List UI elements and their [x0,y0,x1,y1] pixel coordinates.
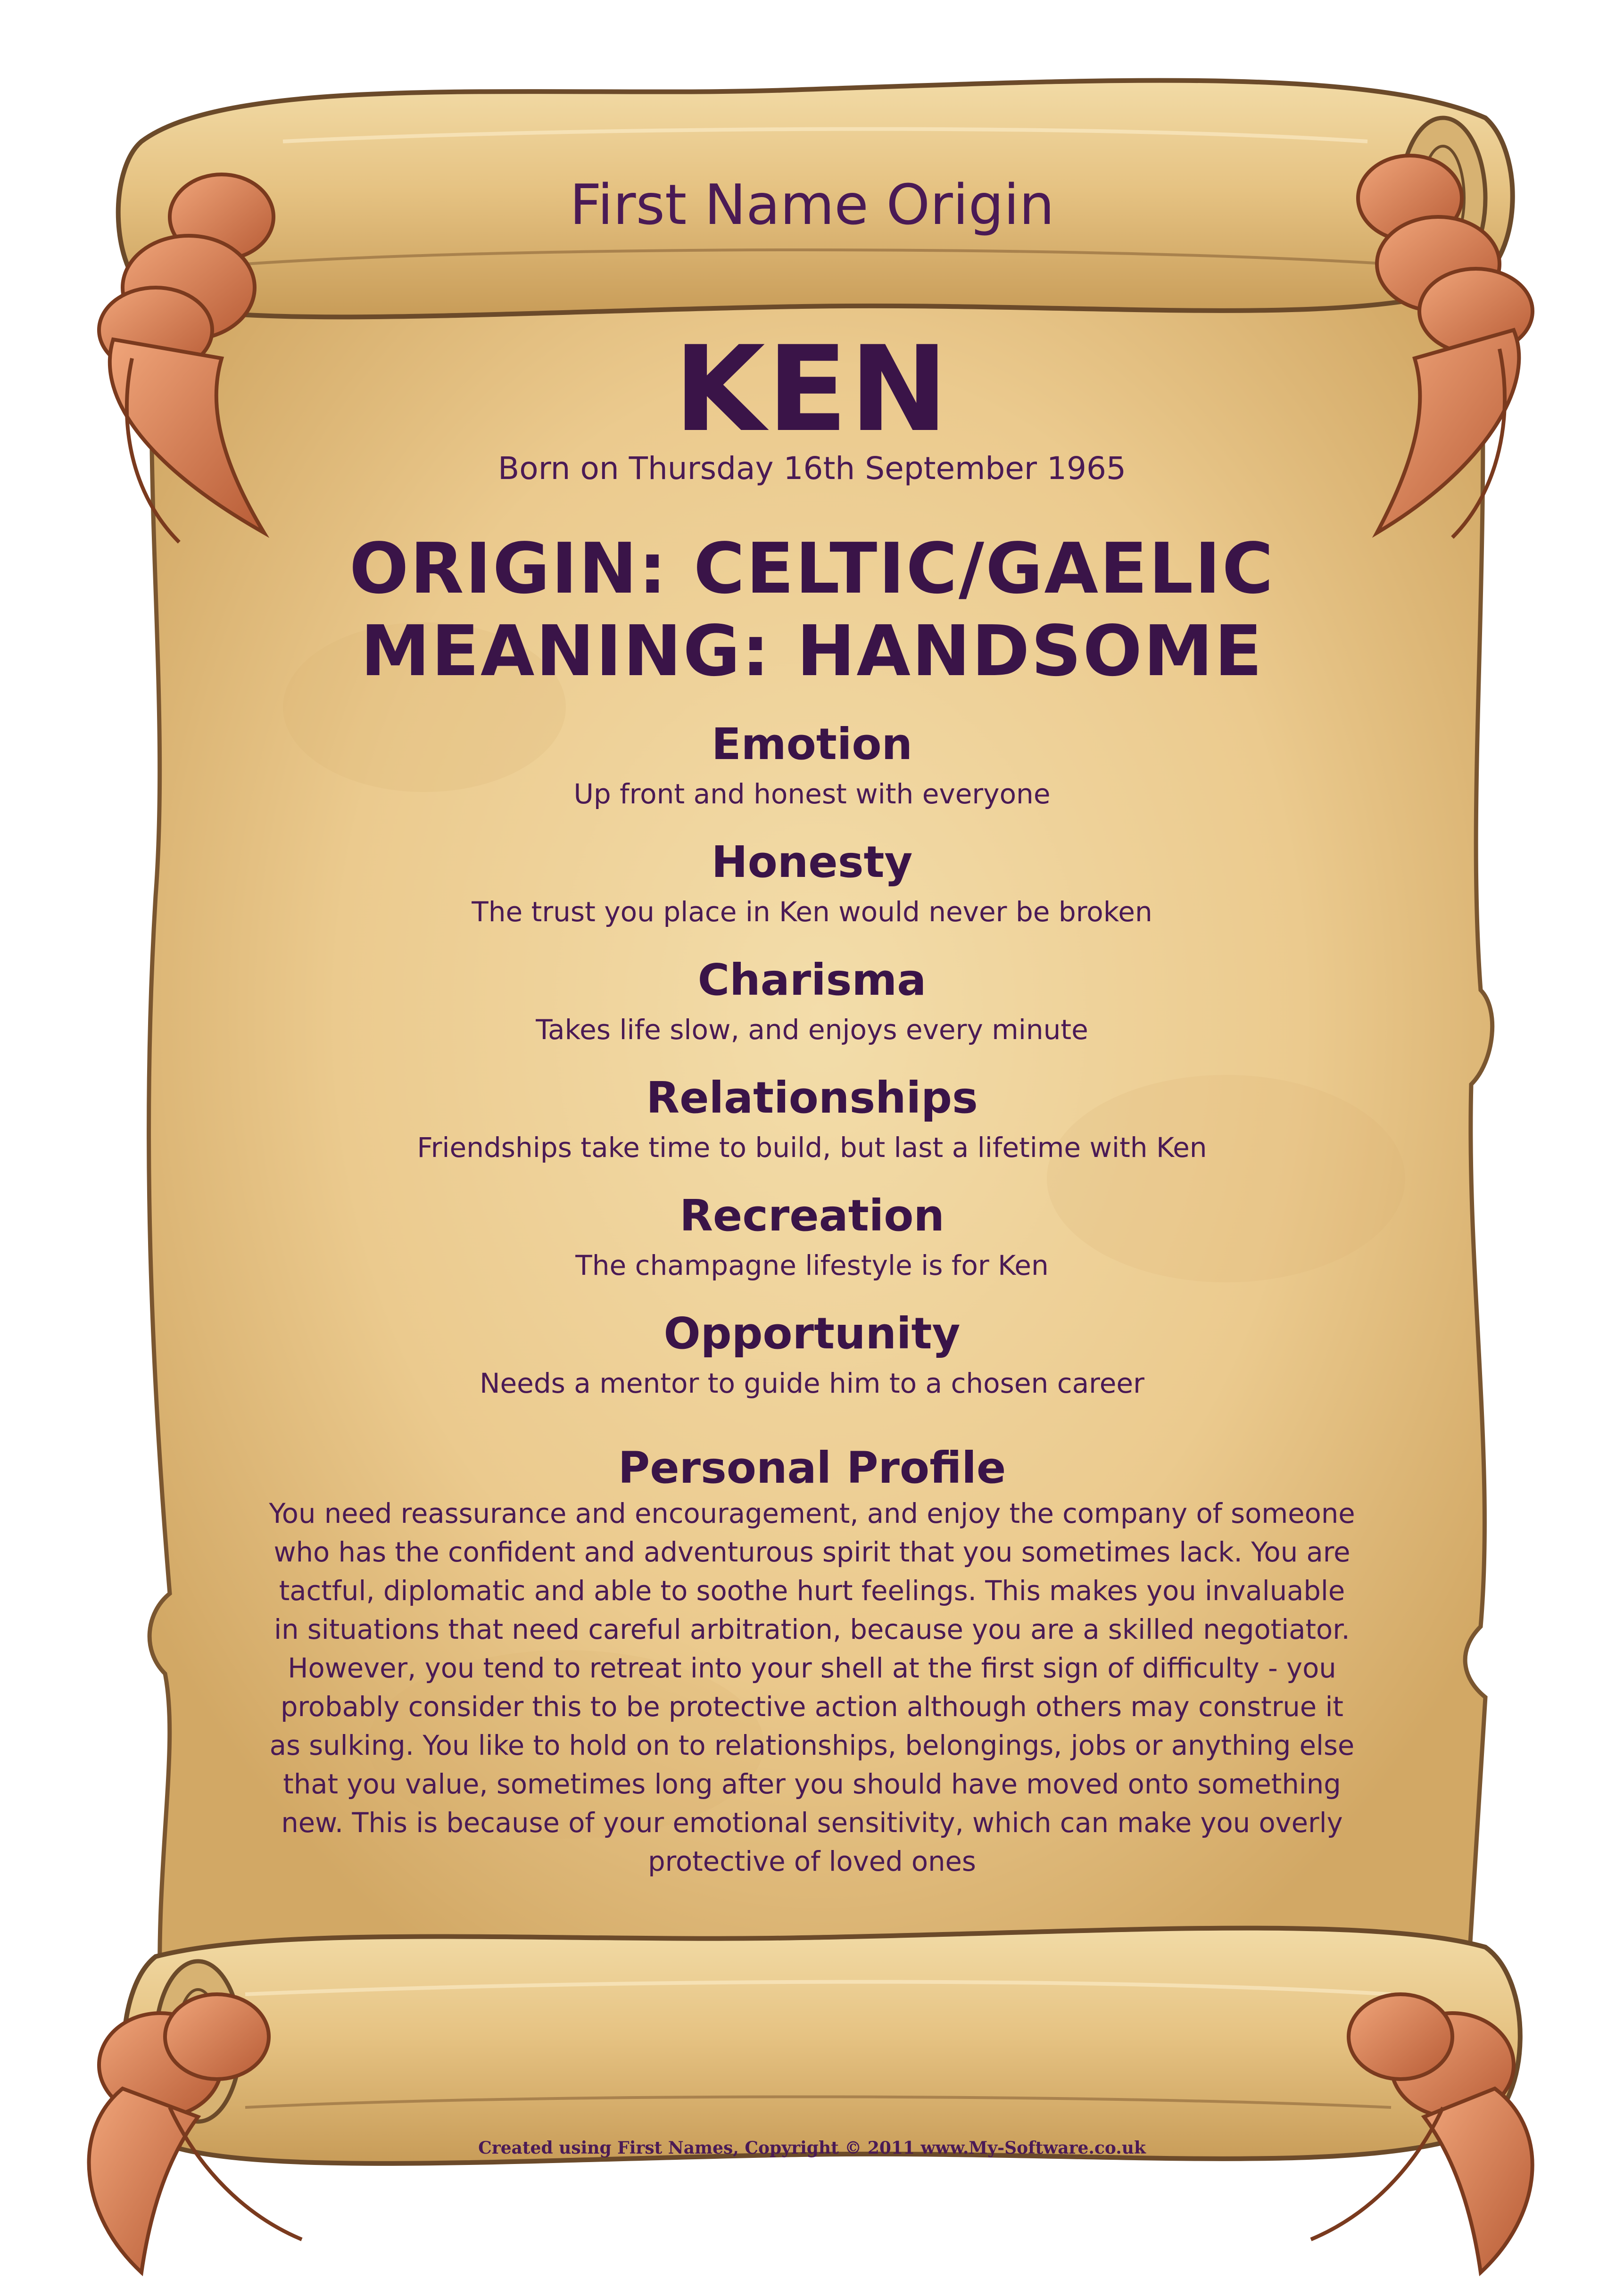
trait-heading: Recreation [679,1190,945,1241]
trait-text: The champagne lifestyle is for Ken [575,1249,1049,1281]
birth-date: Born on Thursday 16th September 1965 [498,450,1126,487]
trait-text: Takes life slow, and enjoys every minute [536,1014,1088,1046]
trait-text: Needs a mentor to guide him to a chosen career [480,1367,1144,1399]
trait-text: Friendships take time to build, but last a lifetime with Ken [417,1131,1207,1164]
trait-text: Up front and honest with everyone [573,778,1051,810]
profile-body: You need reassurance and encouragement, and enjoy the company of someone who has the confident and adventurous spirit that you sometimes lack. You are tactful, diplomatic and able to soothe hurt feelings. This makes you invaluable in situations that need careful arbitration, because you are a skilled negotiator. However, you tend to retreat into your shell at the first sign of difficulty - you probably consider this to be protective action although others may construe it as sulking. You like to hold on to relationships, belongings, jobs or anything else that you value, sometimes long after you should have moved onto something new. This is because of your emotional sensitivity, which can make you overly protective of loved ones [269,1498,1355,1877]
trait-heading: Emotion [711,719,913,769]
meaning-line: MEANING: HANDSOME [360,611,1264,692]
first-name: KEN [674,321,950,458]
origin-line: ORIGIN: CELTIC/GAELIC [349,528,1275,609]
profile-heading: Personal Profile [618,1443,1006,1493]
trait-heading: Honesty [711,837,913,887]
trait-heading: Relationships [646,1073,978,1123]
page-title: First Name Origin [569,172,1055,237]
copyright-footer: Created using First Names, Copyright © 2011 www.My-Software.co.uk [478,2138,1146,2158]
trait-text: The trust you place in Ken would never be broken [472,896,1152,928]
trait-heading: Charisma [697,955,927,1005]
trait-heading: Opportunity [663,1308,961,1359]
